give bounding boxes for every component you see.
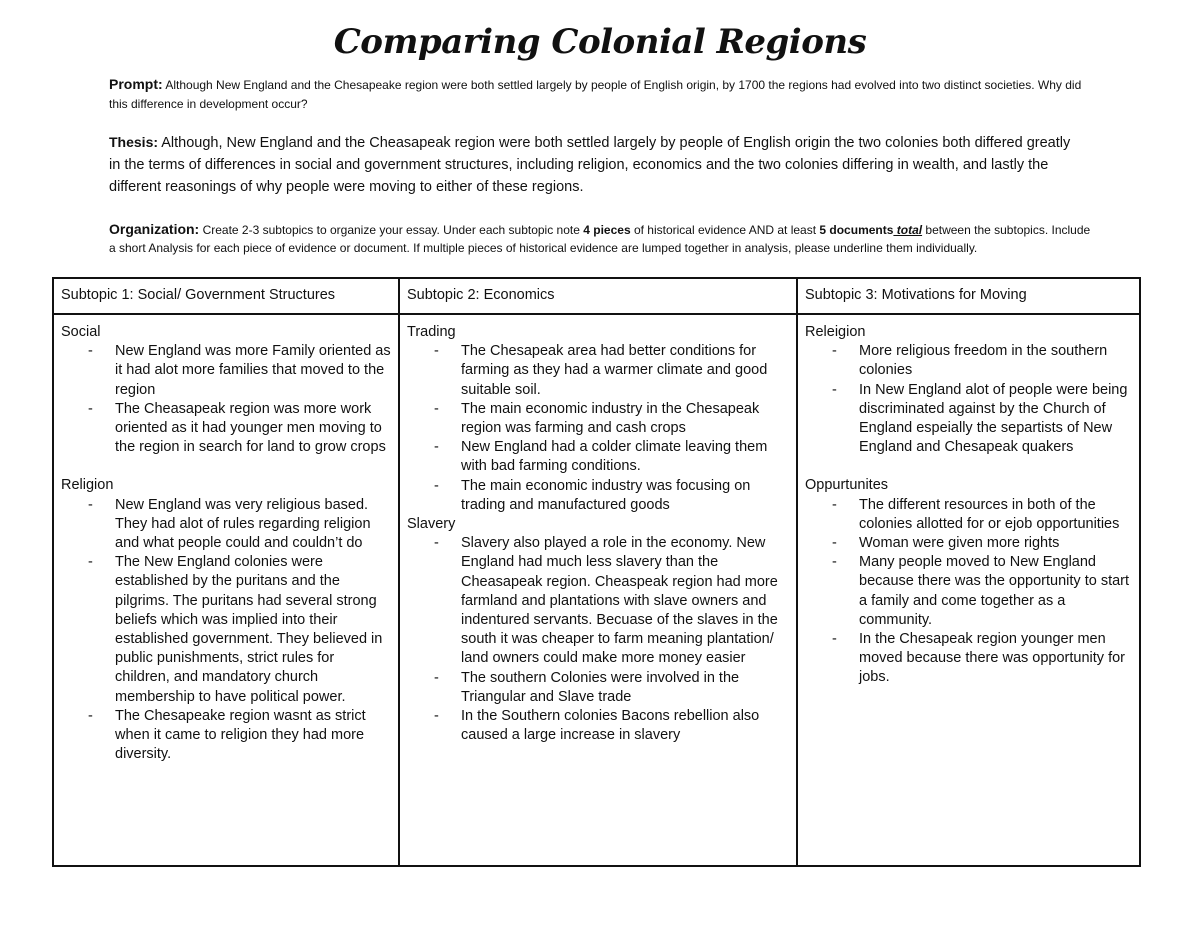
organization-paragraph (109, 220, 1099, 257)
page-title: Comparing Colonial Regions (333, 22, 867, 62)
list-item: - The Chesapeake region wasnt as strict when it came to religion they had more diversity. (115, 707, 391, 765)
thesis-label: Thesis: (109, 134, 159, 150)
prompt-label: Prompt: (109, 76, 163, 92)
list-item: - New England had a colder climate leaving them with bad farming conditions. (461, 438, 789, 476)
organization-label: Organization: (109, 221, 200, 237)
subtopic-3-cell (797, 314, 1140, 866)
list-item: - The New England colonies were established by the puritans and the pilgrims. The puritans had several strong beliefs which was implied into their established government. They believed in public punishments, strict rules for children, and mandatory church membership to have political power. (115, 553, 391, 707)
slavery-heading: Slavery (407, 516, 456, 533)
organization-bold-documents: 5 documents (819, 223, 894, 237)
list-item: - In the Chesapeak region younger men moved because there was opportunity for jobs. (859, 630, 1132, 688)
subtopic-2-header: Subtopic 2: Economics (399, 278, 797, 314)
social-heading: Social (61, 324, 101, 340)
list-item: - Woman were given more rights (859, 534, 1132, 553)
trading-heading: Trading (407, 324, 456, 340)
social-list (61, 342, 391, 457)
subtopic-2-cell (399, 314, 797, 866)
list-item: - New England was very religious based. They had alot of rules regarding religion and what people could and couldn’t do (115, 496, 391, 554)
list-item: - Many people moved to New England because there was the opportunity to start a family and come together as a community. (859, 553, 1132, 630)
list-item: - Slavery also played a role in the economy. New England had much less slavery than the Cheasapeak region. Cheaspeak region had more farmland and plantations with slave owners and indentured servants. Becuase of the slaves in the south it was cheaper to farm meaning plantation/ land owners could make more money easier (461, 534, 789, 668)
organization-total: total (893, 223, 923, 237)
organization-text-2: of historical evidence AND at least (630, 223, 820, 237)
list-item: - The Cheasapeak region was more work oriented as it had younger men moving to the region in search for land to grow crops (115, 400, 391, 458)
table-header-row (53, 278, 1140, 314)
subtopic-1-header: Subtopic 1: Social/ Government Structures (53, 278, 399, 314)
list-item: - In New England alot of people were being discriminated against by the Church of England espeially the separtists of New England and Chesapeak quakers (859, 381, 1132, 458)
organization-bold-pieces: 4 pieces (583, 223, 631, 237)
religion-motivation-list (805, 342, 1132, 457)
prompt-paragraph (109, 75, 1099, 114)
organization-text-1: Create 2-3 subtopics to organize your essay. Under each subtopic note (202, 223, 584, 237)
subtopic-1-cell (53, 314, 399, 866)
list-item: - The different resources in both of the colonies allotted for or ejob opportunities (859, 496, 1132, 534)
opportunities-heading: Oppurtunites (805, 477, 889, 494)
organization-text-3: between the subtopics. Include a short Analysis for each piece of evidence or document. If multiple pieces of historical evidence are lumped together in analysis, please underline them individually. (109, 223, 1091, 255)
list-item: - More religious freedom in the southern colonies (859, 342, 1132, 380)
list-item: - In the Southern colonies Bacons rebellion also caused a large increase in slavery (461, 707, 789, 745)
religion-heading: Religion (61, 477, 114, 494)
opportunities-list (805, 496, 1132, 688)
list-item: - New England was more Family oriented as it had alot more families that moved to the region (115, 342, 391, 400)
list-item: - The Chesapeak area had better conditions for farming as they had a warmer climate and good suitable soil. (461, 342, 789, 400)
list-item: - The southern Colonies were involved in the Triangular and Slave trade (461, 669, 789, 707)
list-item: - The main economic industry was focusing on trading and manufactured goods (461, 477, 789, 515)
thesis-paragraph (109, 131, 1079, 198)
list-item: - The main economic industry in the Chesapeak region was farming and cash crops (461, 400, 789, 438)
subtopics-table (52, 277, 1141, 867)
table-body-row (53, 314, 1140, 866)
religion-list (61, 496, 391, 765)
religion-motivation-heading: Releigion (805, 324, 866, 340)
slavery-list (407, 534, 789, 745)
thesis-text: Although, New England and the Cheasapeak region were both settled largely by people of English origin the two colonies both differed greatly in the terms of differences in social and government structures, including religion, economics and the two colonies differing in wealth, and lastly the different reasonings of why people were moving to either of these regions. (109, 135, 1071, 195)
trading-list (407, 342, 789, 515)
prompt-text: Although New England and the Chesapeake region were both settled largely by people of English origin, by 1700 the regions had evolved into two distinct societies. Why did this difference in development occur? (109, 78, 1082, 111)
subtopic-3-header: Subtopic 3: Motivations for Moving (797, 278, 1140, 314)
